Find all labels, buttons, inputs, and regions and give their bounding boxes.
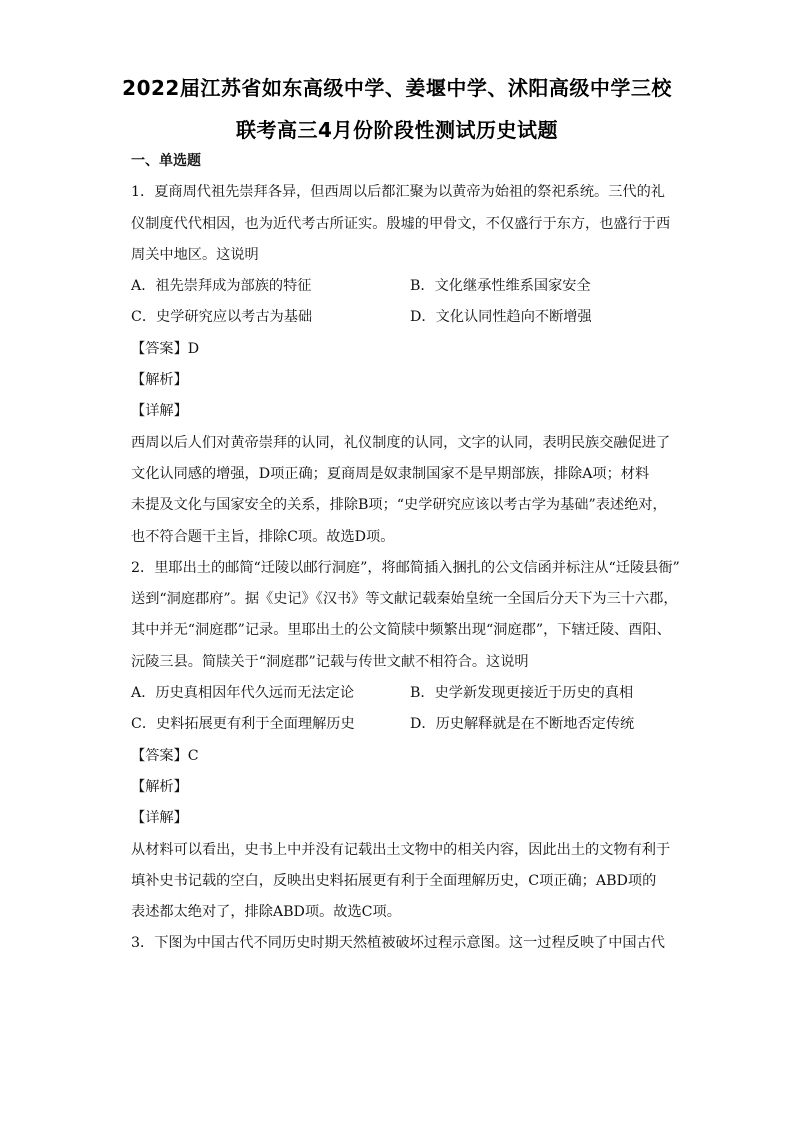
question-2-option-b: B．史学新发现更接近于历史的真相: [410, 685, 634, 702]
question-2-stem-line: 2．里耶出土的邮简“迁陵以邮行洞庭”，将邮简插入捆扎的公文信函并标注从“迁陵县衙”: [131, 559, 680, 576]
document-title-line-1: 2022届江苏省如东高级中学、姜堰中学、沭阳高级中学三校: [122, 76, 672, 100]
question-2: [131, 553, 680, 929]
question-1-options-row: [131, 302, 663, 333]
question-1-option-a: A．祖先崇拜成为部族的特征: [131, 278, 312, 295]
question-1-stem-line: 仪制度代代相因，也为近代考古所证实。殷墟的甲骨文，不仅盛行于东方，也盛行于西: [131, 215, 671, 232]
question-3: [131, 928, 663, 959]
document-title-line-2: 联考高三4月份阶段性测试历史试题: [236, 118, 558, 142]
question-2-option-d: D．历史解释就是在不断地否定传统: [410, 716, 635, 733]
document-content: [131, 146, 680, 960]
question-2-explanation-line: 表述都太绝对了，排除ABD项。故选C项。: [131, 904, 401, 921]
question-1-option-c: C．史学研究应以考古为基础: [131, 309, 313, 326]
question-1-stem-line: 周关中地区。这说明: [131, 246, 259, 263]
question-2-answer: 【答案】C: [131, 747, 199, 764]
question-1-option-b: B．文化继承性维系国家安全: [410, 278, 591, 295]
question-2-explanation-line: 填补史书记载的空白，反映出史料拓展更有利于全面理解历史，C项正确；ABD项的: [131, 872, 657, 889]
question-1-explanation-line: 西周以后人们对黄帝崇拜的认同，礼仪制度的认同，文字的认同，表明民族交融促进了: [131, 434, 671, 451]
question-2-explanation-line: 从材料可以看出，史书上中并没有记载出土文物中的相关内容，因此出土的文物有利于: [131, 841, 671, 858]
question-1-detail-label: 【详解】: [131, 403, 188, 420]
question-1-option-d: D．文化认同性趋向不断增强: [410, 309, 592, 326]
question-2-option-c: C．史料拓展更有利于全面理解历史: [131, 716, 355, 733]
question-2-detail-label: 【详解】: [131, 810, 188, 827]
question-2-options-row: [131, 709, 663, 740]
question-1-explanation-line: 也不符合题干主旨，排除C项。故选D项。: [131, 528, 395, 545]
question-1-explanation-line: 未提及文化与国家安全的关系，排除B项；“史学研究应该以考古学为基础”表述绝对，: [131, 497, 667, 514]
question-2-stem-line: 送到“洞庭郡府”。据《史记》《汉书》等文献记载秦始皇统一全国后分天下为三十六郡，: [131, 591, 678, 608]
question-2-stem-line: 沅陵三县。简牍关于“洞庭郡”记载与传世文献不相符合。这说明: [131, 653, 529, 670]
question-2-analysis-label: 【解析】: [131, 778, 188, 795]
question-2-option-a: A．历史真相因年代久远而无法定论: [131, 685, 355, 702]
question-1-options-row: [131, 271, 663, 302]
question-1-stem-line: 1．夏商周代祖先崇拜各异，但西周以后都汇聚为以黄帝为始祖的祭祀系统。三代的礼: [131, 184, 665, 201]
question-1-explanation-line: 文化认同感的增强，D项正确；夏商周是奴隶制国家不是早期部族，排除A项；材料: [131, 465, 650, 482]
section-heading: 一、单选题: [131, 153, 201, 169]
question-1-answer: 【答案】D: [131, 340, 200, 357]
question-1: [131, 177, 671, 553]
question-1-analysis-label: 【解析】: [131, 372, 188, 389]
question-2-stem-line: 其中并无“洞庭郡”记录。里耶出土的公文简牍中频繁出现“洞庭郡”，下辖迁陵、酉阳、: [131, 622, 671, 639]
question-3-stem-line: 3．下图为中国古代不同历史时期天然植被破坏过程示意图。这一过程反映了中国古代: [131, 935, 665, 952]
question-2-options-row: [131, 678, 663, 709]
